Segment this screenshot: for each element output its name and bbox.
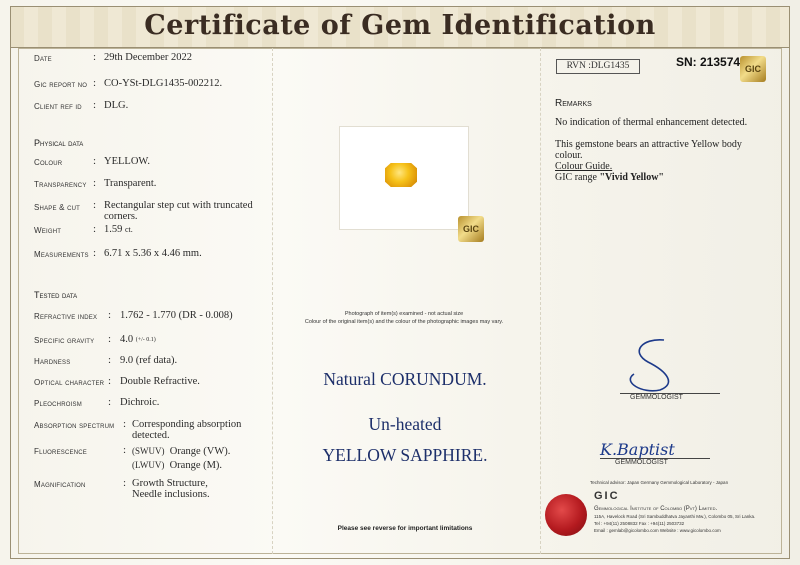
pleochroism-label: Pleochroism [34,399,82,408]
physical-data-header: Physical data [34,138,84,148]
gemmologist-title: GEMMOLOGIST [615,459,668,466]
optical-value: Double Refractive. [120,376,200,387]
weight-number: 1.59 [104,224,123,235]
magnification-label: Magnification [34,480,86,489]
colon: : [108,309,112,321]
treatment: Un-heated [368,414,442,434]
lwuv-value: Orange (M). [169,460,223,471]
rvn-box: RVN :DLG1435 [556,59,640,74]
shape-value: Rectangular step cut with truncated [104,200,253,211]
fold-line [540,48,541,554]
report-label: Gic report no [34,80,88,89]
variety: YELLOW SAPPHIRE. [322,445,488,465]
magnification-value: Growth Structure, [132,478,208,489]
colon: : [93,155,97,167]
tested-data-header: Tested data [34,290,78,300]
colon: : [93,99,97,111]
gic-hologram-seal: GIC [740,56,766,82]
date-label: Date [34,54,52,63]
org-name: Gemmological Institute of Colombo (Pvt) Limited. [594,506,718,512]
weight-unit: ct. [125,225,133,234]
colour-guide: Colour Guide. [555,161,613,172]
sg-tolerance: (+/- 0.1) [135,337,156,343]
sg-number: 4.0 [120,334,134,345]
fold-line [272,48,273,554]
gic-hologram-seal: GIC [458,216,484,242]
colour-value: YELLOW. [104,156,150,167]
colon: : [123,477,127,489]
signature-2: K.Baptist [600,440,675,459]
lwuv-tag: (LWUV) [132,460,165,470]
colon: : [123,444,127,456]
sg-value [120,334,156,346]
colon: : [93,77,97,89]
colon: : [93,223,97,235]
fluorescence-lwuv [132,459,222,472]
photo-caption: Photograph of item(s) examined - not actual size [344,311,464,317]
colon: : [108,396,112,408]
weight-label: Weight [34,226,62,235]
wax-seal-icon [545,494,587,536]
magnification-value: Needle inclusions. [132,489,210,500]
sg-label: Specific gravity [34,336,95,345]
absorption-value: detected. [132,430,170,441]
gic-range-value: "Vivid Yellow" [599,172,664,183]
transparency-value: Transparent. [104,178,157,189]
shape-value: corners. [104,211,138,222]
ri-label: Refractive index [34,312,98,321]
colon: : [108,333,112,345]
report-value: CO-YSt-DLG1435-002212. [104,78,223,89]
org-address: 115A, Havelock Road (Sri Sambuddhatva Jayanthi Mw.), Colombo 05, Sri Lanka. [594,514,756,519]
photo-caption: Colour of the original item(s) and the colour of the photographic images may vary. [304,319,504,325]
shape-label: Shape & cut [34,203,80,212]
yellow-sapphire-image [385,163,417,187]
gic-range-prefix: GIC range [555,172,597,183]
remark-thermal: No indication of thermal enhancement detected. [555,117,748,128]
serial-number: SN: 213574 [676,55,741,69]
remark-body-colour: This gemstone bears an attractive Yellow body [555,139,742,150]
remark-body-colour: colour. [555,150,583,161]
absorption-label: Absorption spectrum [34,421,115,430]
optical-label: Optical character [34,378,105,387]
colon: : [108,375,112,387]
fluorescence-swuv [132,445,230,458]
colon: : [93,247,97,259]
measurements-value: 6.71 x 5.36 x 4.46 mm. [104,248,202,259]
colon: : [93,51,97,63]
date-value: 29th December 2022 [104,52,193,63]
gemmologist-title: GEMMOLOGIST [630,394,683,401]
swuv-value: Orange (VW). [169,446,231,457]
colon: : [93,177,97,189]
org-logo-text: GIC [594,490,620,502]
swuv-tag: (SWUV) [132,446,165,456]
colon: : [123,418,127,430]
weight-value [104,224,133,236]
certificate-title: Certificate of Gem Identification [144,10,656,41]
colour-label: Colour [34,158,63,167]
colon: : [93,199,97,211]
pleochroism-value: Dichroic. [120,397,160,408]
fluorescence-label: Fluorescence [34,447,87,456]
org-email: Email : gemlab@gicolombo.com Website : www.gicolombo.com [594,528,721,533]
org-phone: Tel : +94(11) 2508832 Fax : +94(11) 2503732 [594,521,685,526]
signature-1-icon [612,336,702,396]
species: Natural CORUNDUM. [323,369,487,389]
client-label: Client ref id [34,102,82,111]
technical-advisor: Technical advisor: Japan Germany Gemmological Laboratory - Japan [590,480,729,485]
ri-value: 1.762 - 1.770 (DR - 0.008) [120,310,233,321]
hardness-label: Hardness [34,357,71,366]
remarks-header: Remarks [555,98,592,109]
gic-range [555,172,664,183]
measurements-label: Measurements [34,250,89,259]
transparency-label: Transparency [34,180,87,189]
client-value: DLG. [104,100,129,111]
absorption-value: Corresponding absorption [132,419,242,430]
colon: : [108,354,112,366]
hardness-value: 9.0 (ref data). [120,355,178,366]
limitations-note: Please see reverse for important limitations [337,525,473,532]
